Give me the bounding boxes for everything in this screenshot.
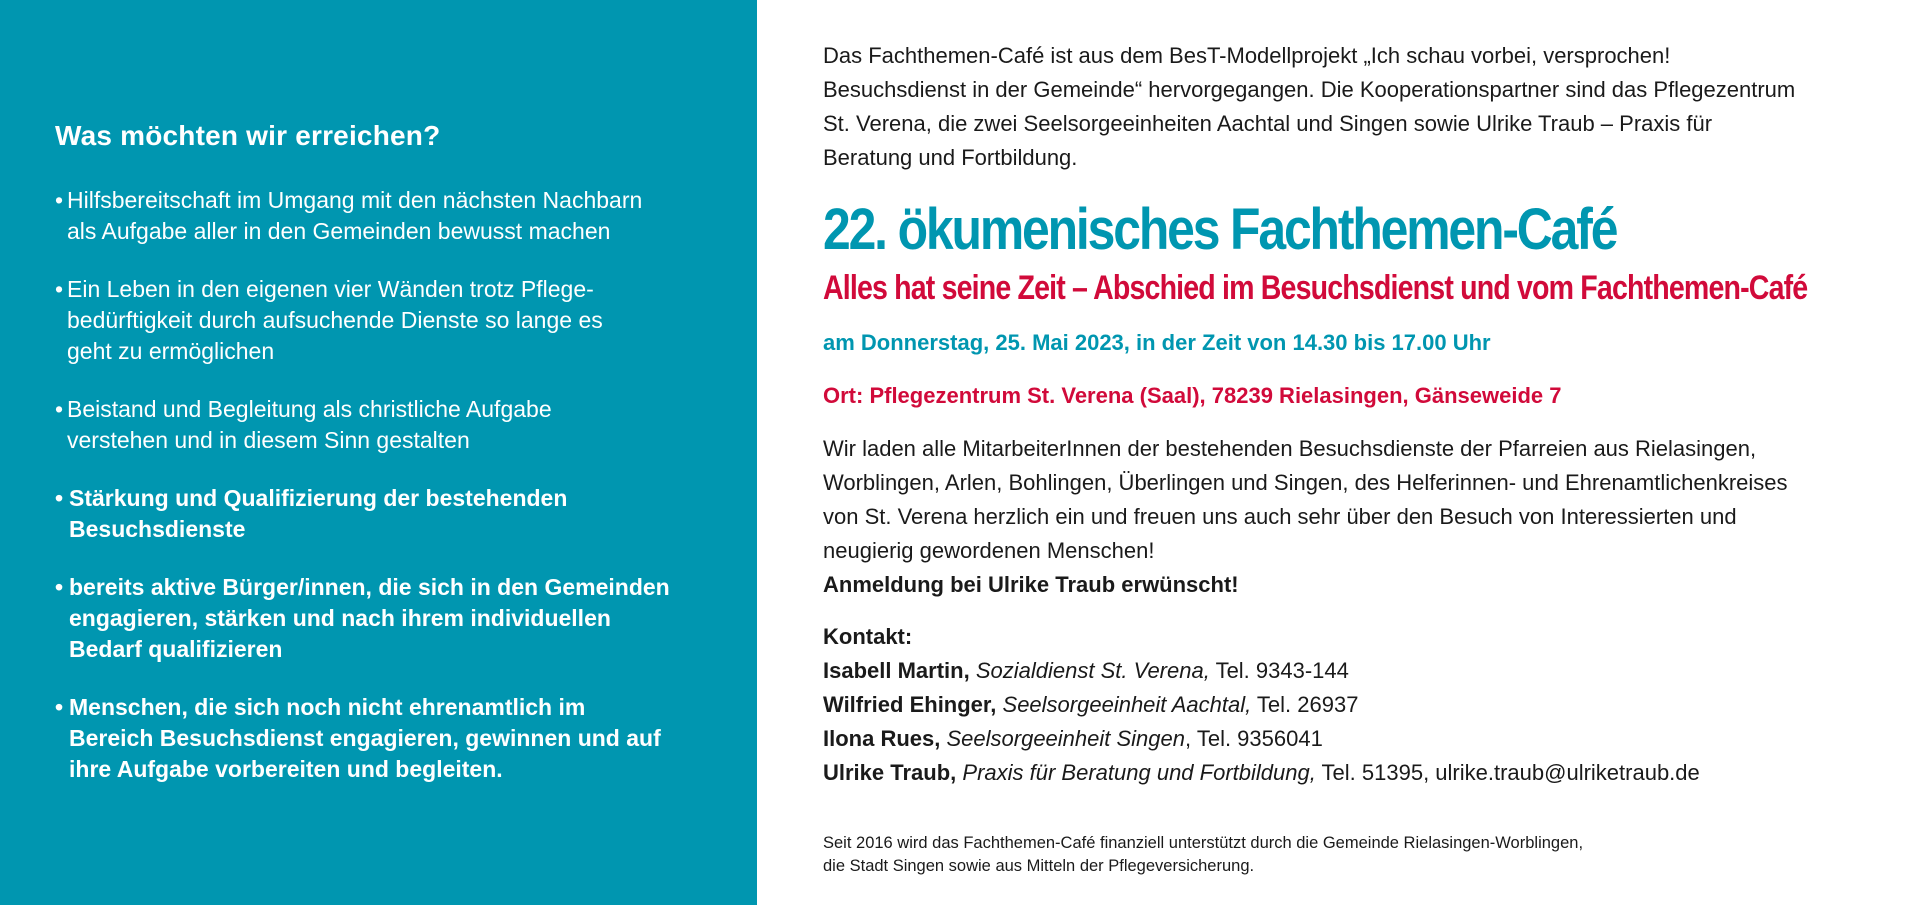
contact-entry: Ulrike Traub, Praxis für Beratung und Fortbildung, Tel. 51395, ulrike.traub@ulriketraub.de	[823, 760, 1700, 785]
goals-heading: Was möchten wir erreichen?	[55, 120, 441, 151]
event-subtitle: Alles hat seine Zeit – Abschied im Besuchsdienst und vom Fachthemen-Café	[823, 269, 1808, 307]
goals-list	[55, 185, 735, 812]
contact-entry: Ilona Rues, Seelsorgeeinheit Singen, Tel. 9356041	[823, 726, 1323, 751]
registration-note: Anmeldung bei Ulrike Traub erwünscht!	[823, 572, 1239, 597]
goal-item: • Hilfsbereitschaft im Umgang mit den nächsten Nachbarn als Aufgabe aller in den Gemeinden bewusst machen	[55, 187, 643, 244]
intro-paragraph: Das Fachthemen-Café ist aus dem BesT-Modellprojekt „Ich schau vorbei, versprochen! Besuchsdienst in der Gemeinde“ hervorgegangen. Die Kooperationspartner sind das Pflegezentrum St. Verena, die zwei Seelsorgeeinheiten Aachtal und Singen sowie Ulrike Traub – Praxis für Beratung und Fortbildung.	[823, 43, 1796, 170]
goal-item: • Stärkung und Qualifizierung der bestehenden Besuchsdienste	[55, 485, 568, 542]
event-date: am Donnerstag, 25. Mai 2023, in der Zeit von 14.30 bis 17.00 Uhr	[823, 330, 1491, 355]
contact-block	[823, 620, 1893, 790]
goal-item: • Ein Leben in den eigenen vier Wänden trotz Pflege- bedürftigkeit durch aufsuchende Dienste so lange es geht zu ermöglichen	[55, 276, 603, 364]
contact-entry: Wilfried Ehinger, Seelsorgeeinheit Aachtal, Tel. 26937	[823, 692, 1359, 717]
event-location: Ort: Pflegezentrum St. Verena (Saal), 78239 Rielasingen, Gänseweide 7	[823, 383, 1562, 408]
left-panel	[0, 0, 757, 905]
funding-note: Seit 2016 wird das Fachthemen-Café finanziell unterstützt durch die Gemeinde Rielasingen-Worblingen, die Stadt Singen sowie aus Mitteln der Pflegeversicherung.	[823, 834, 1584, 875]
contact-entry: Isabell Martin, Sozialdienst St. Verena, Tel. 9343-144	[823, 658, 1349, 683]
goal-item: • bereits aktive Bürger/innen, die sich in den Gemeinden engagieren, stärken und nach ihrem individuellen Bedarf qualifizieren	[55, 574, 670, 662]
contact-email[interactable]: Tel. 51395, ulrike.traub@ulriketraub.de	[1321, 760, 1700, 785]
goal-item: • Beistand und Begleitung als christliche Aufgabe verstehen und in diesem Sinn gestalten	[55, 396, 552, 453]
contact-label: Kontakt:	[823, 624, 913, 649]
invitation-paragraph: Wir laden alle MitarbeiterInnen der bestehenden Besuchsdienste der Pfarreien aus Rielasingen, Worblingen, Arlen, Bohlingen, Überlingen und Singen, des Helferinnen- und Ehrenamtlichenkreises von St. Verena herzlich ein und freuen uns auch sehr über den Besuch von Interessierten und neugierig gewordenen Menschen! Anmeldung bei Ulrike Traub erwünscht!	[823, 432, 1893, 602]
event-title: 22. ökumenisches Fachthemen-Café	[823, 197, 1617, 262]
goal-item: • Menschen, die sich noch nicht ehrenamtlich im Bereich Besuchsdienst engagieren, gewinnen und auf ihre Aufgabe vorbereiten und begleiten.	[55, 694, 661, 782]
